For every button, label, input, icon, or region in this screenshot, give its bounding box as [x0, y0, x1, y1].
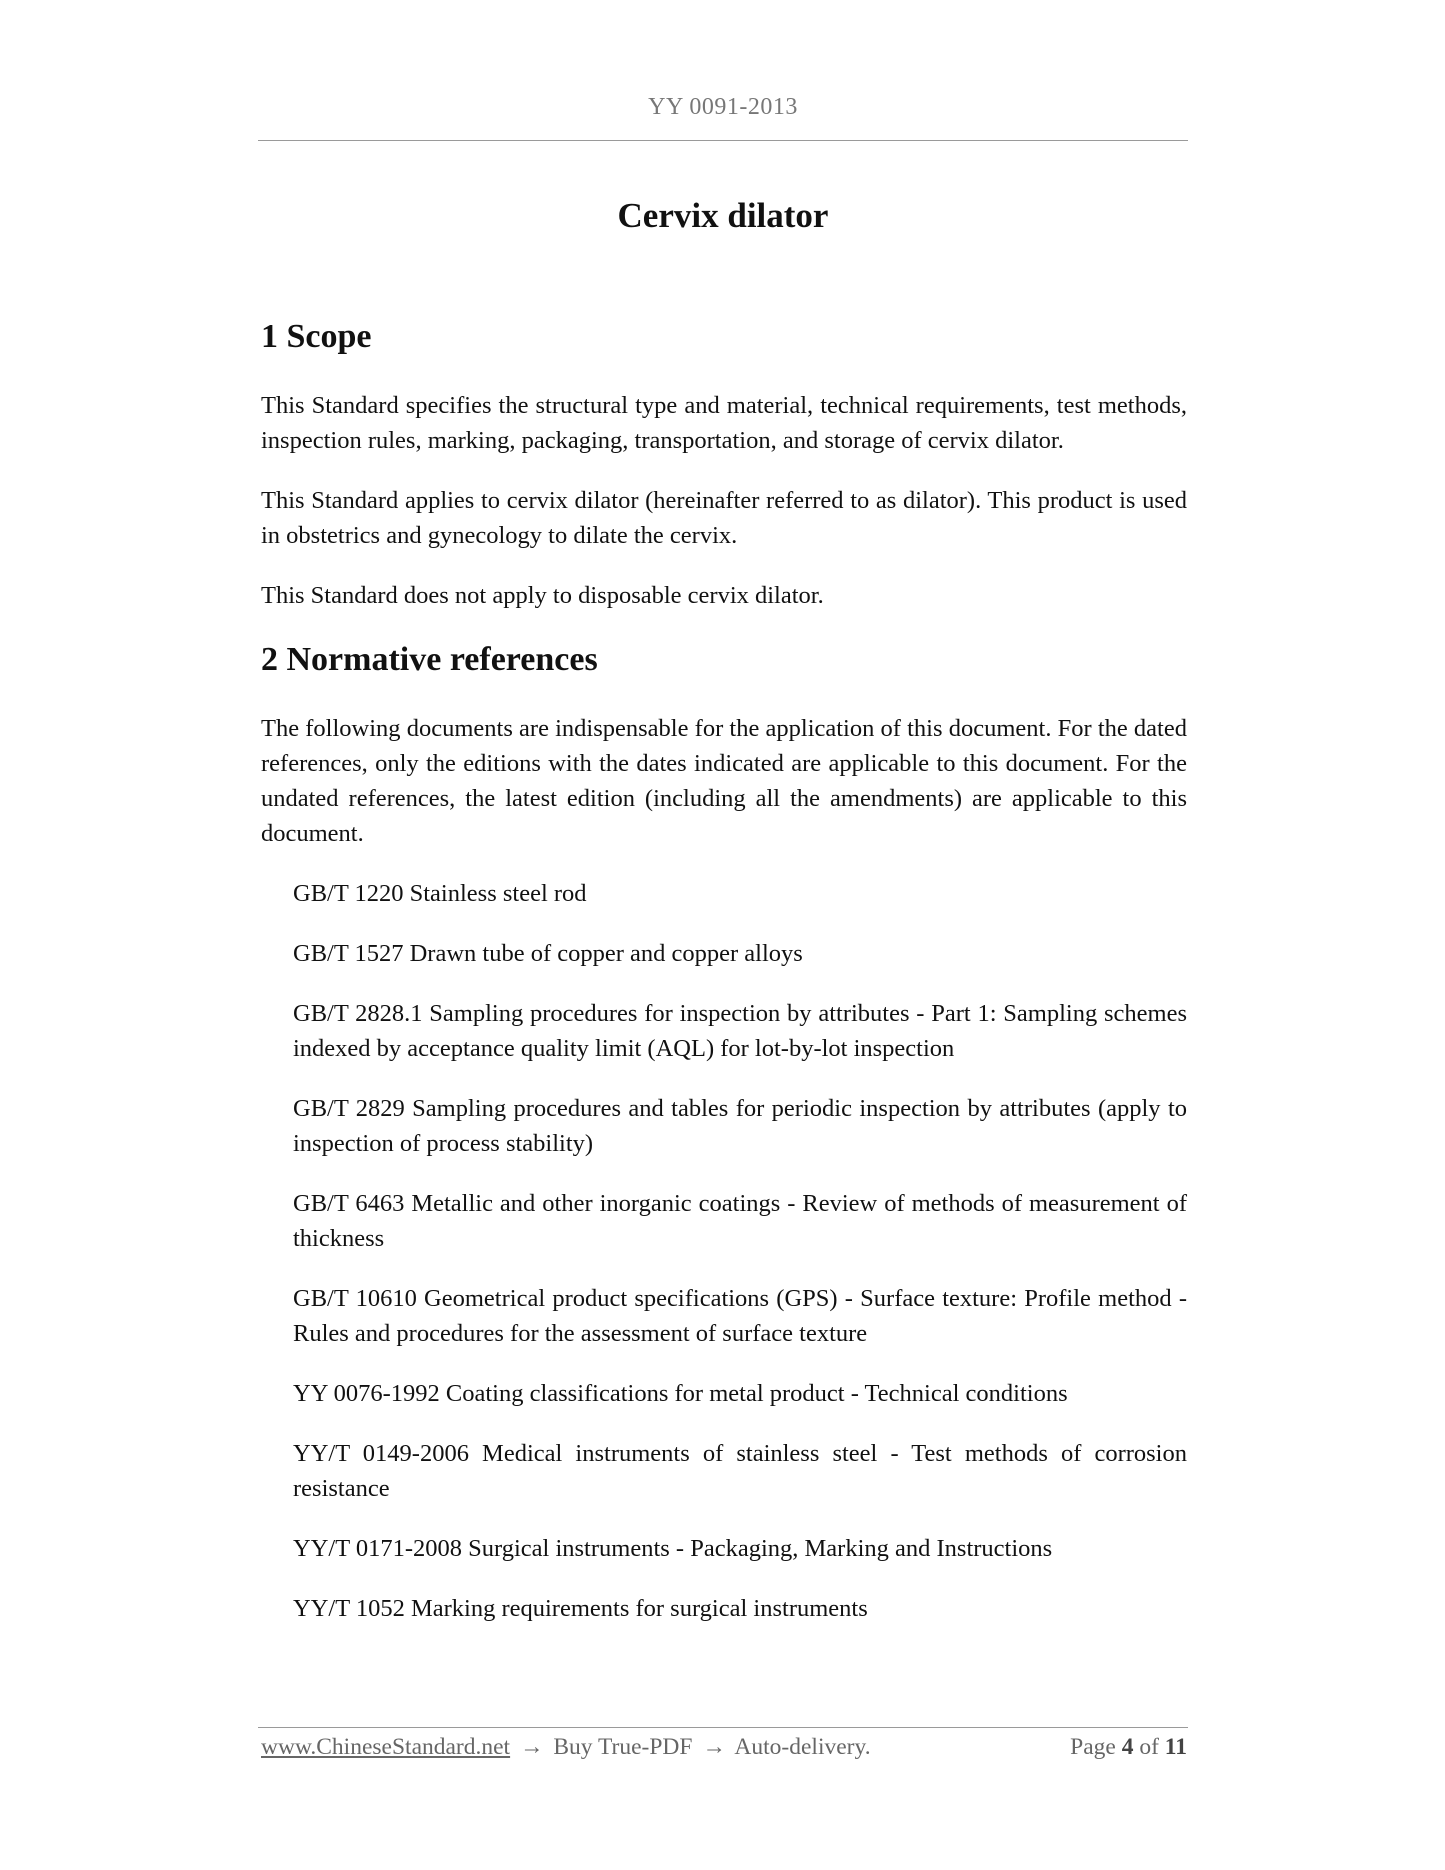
header-standard-number: YY 0091-2013 [648, 94, 798, 120]
footer-promo [261, 1730, 871, 1764]
section-heading-scope: 1 Scope [261, 318, 372, 355]
reference-list [261, 876, 1187, 1626]
page-total: 11 [1164, 1734, 1187, 1760]
footer-divider [258, 1727, 1188, 1728]
reference-item: YY 0076-1992 Coating classifications for metal product - Technical conditions [293, 1380, 1068, 1407]
reference-item: GB/T 2829 Sampling procedures and tables for periodic inspection by attributes (apply to inspection of process stability) [293, 1095, 1187, 1157]
scope-paragraph: This Standard specifies the structural type and material, technical requirements, test methods, inspection rules, marking, packaging, transportation, and storage of cervix dilator. [261, 392, 1187, 454]
reference-item: GB/T 2828.1 Sampling procedures for inspection by attributes - Part 1: Sampling schemes indexed by acceptance quality limit (AQL) for lot-by-lot inspection [293, 1000, 1187, 1062]
reference-item: YY/T 0171-2008 Surgical instruments - Packaging, Marking and Instructions [293, 1535, 1053, 1562]
scope-paragraph: This Standard applies to cervix dilator (hereinafter referred to as dilator). This product is used in obstetrics and gynecology to dilate the cervix. [261, 487, 1187, 549]
reference-item: GB/T 10610 Geometrical product specifications (GPS) - Surface texture: Profile method - Rules and procedures for the assessment of surface texture [293, 1285, 1187, 1347]
arrow-right-icon: → [519, 1734, 544, 1760]
auto-delivery-text: Auto-delivery. [734, 1734, 871, 1760]
buy-pdf-text: Buy True-PDF [553, 1734, 693, 1760]
page-current: 4 [1121, 1734, 1134, 1760]
page-label: Page [1070, 1734, 1116, 1760]
of-label: of [1139, 1734, 1159, 1760]
normative-intro-paragraph: The following documents are indispensable for the application of this document. For the dated references, only the editions with the dates indicated are applicable to this document. For the undated references, the latest edition (including all the amendments) are applicable to this document. [261, 715, 1187, 847]
section-heading-normative-references: 2 Normative references [261, 641, 598, 678]
reference-item: YY/T 0149-2006 Medical instruments of stainless steel - Test methods of corrosion resistance [293, 1440, 1187, 1502]
page-number [1070, 1730, 1187, 1764]
reference-item: GB/T 6463 Metallic and other inorganic coatings - Review of methods of measurement of thickness [293, 1190, 1187, 1252]
scope-paragraph: This Standard does not apply to disposable cervix dilator. [261, 582, 824, 609]
reference-item: GB/T 1220 Stainless steel rod [293, 880, 587, 907]
arrow-right-icon: → [702, 1734, 726, 1760]
document-title: Cervix dilator [617, 196, 829, 235]
reference-item: YY/T 1052 Marking requirements for surgical instruments [293, 1595, 868, 1622]
reference-item: GB/T 1527 Drawn tube of copper and copper alloys [293, 940, 803, 967]
website-link[interactable]: www.ChineseStandard.net [261, 1734, 511, 1760]
document-body [261, 316, 1187, 1651]
header-divider [258, 140, 1188, 141]
